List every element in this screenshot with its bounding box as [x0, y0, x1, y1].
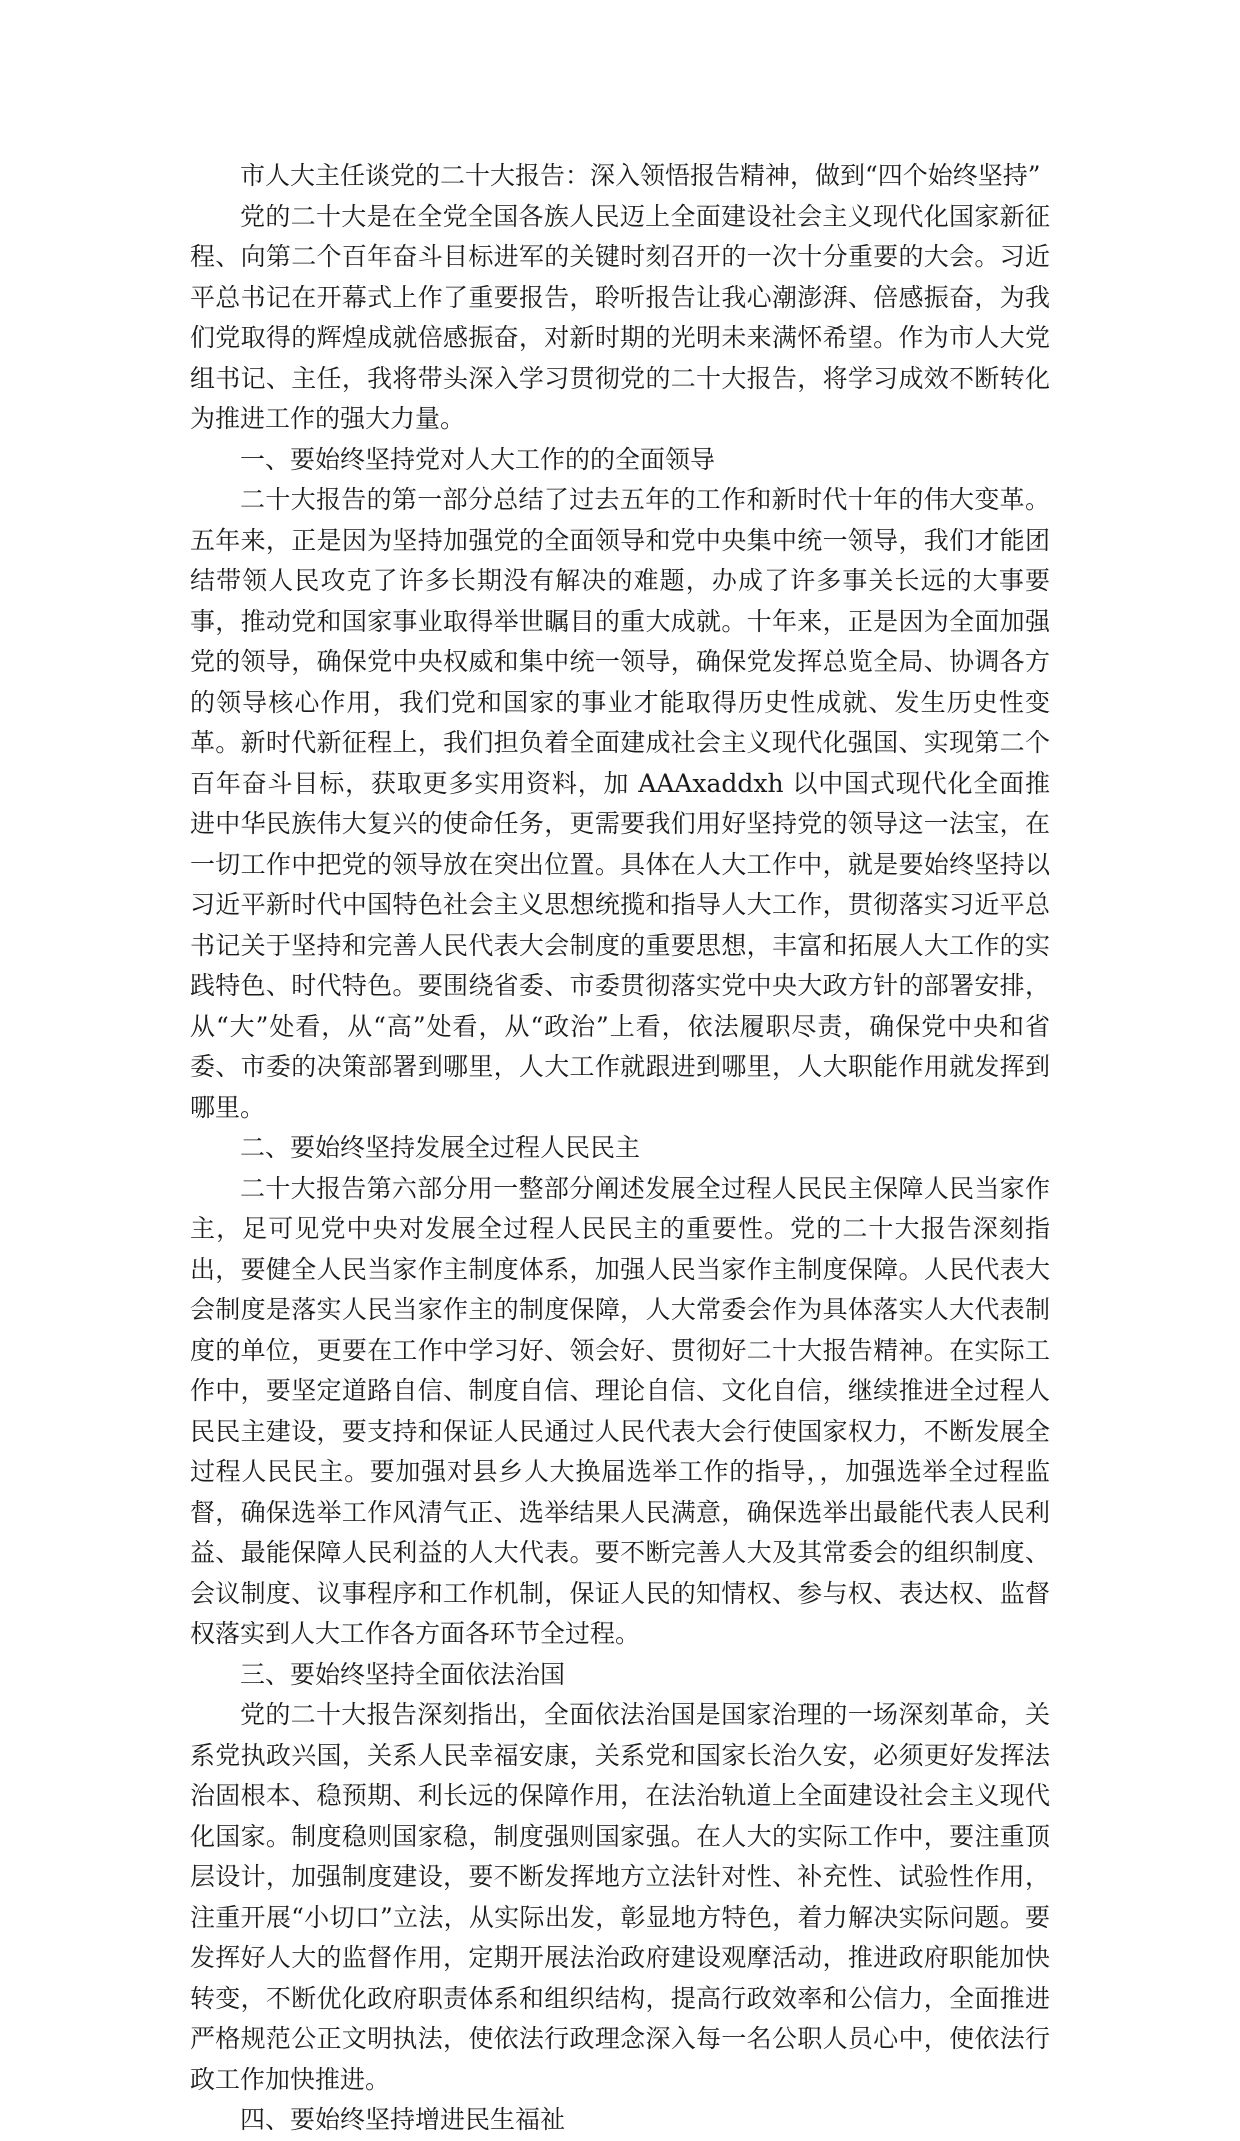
- section-3-heading: 三、要始终坚持全面依法治国: [240, 1659, 566, 1689]
- section-4-heading: 四、要始终坚持增进民生福祉: [240, 2105, 566, 2134]
- section-2-paragraph: 二十大报告第六部分用一整部分阐述发展全过程人民民主保障人民当家作主，足可见党中央对发展全过程人民民主的重要性。党的二十大报告深刻指出，要健全人民当家作主制度体系，加强人民当家作主制度保障。人民代表大会制度是落实人民当家作主的制度保障，人大常委会作为具体落实人大代表制度的单位，更要在工作中学习好、领会好、贯彻好二十大报告精神。在实际工作中，要坚定道路自信、制度自信、理论自信、文化自信，继续推进全过程人民民主建设，要支持和保证人民通过人民代表大会行使国家权力，不断发展全过程人民民主。要加强对县乡人大换届选举工作的指导，，加强选举全过程监督，确保选举工作风清气正、选举结果人民满意，确保选举出最能代表人民利益、最能保障人民利益的人大代表。要不断完善人大及其常委会的组织制度、会议制度、议事程序和工作机制，保证人民的知情权、参与权、表达权、监督权落实到人大工作各方面各环节全过程。: [190, 1173, 1050, 1648]
- section-1-heading: 一、要始终坚持党对人大工作的的全面领导: [240, 444, 716, 474]
- section-1-paragraph: 二十大报告的第一部分总结了过去五年的工作和新时代十年的伟大变革。五年来，正是因为坚持加强党的全面领导和党中央集中统一领导，我们才能团结带领人民攻克了许多长期没有解决的难题，办成了许多事关长远的大事要事，推动党和国家事业取得举世瞩目的重大成就。十年来，正是因为全面加强党的领导，确保党中央权威和集中统一领导，确保党发挥总览全局、协调各方的领导核心作用，我们党和国家的事业才能取得历史性成就、发生历史性变革。新时代新征程上，我们担负着全面建成社会主义现代化强国、实现第二个百年奋斗目标，获取更多实用资料，加 AAAxaddxh 以中国式现代化全面推进中华民族伟大复兴的使命任务，更需要我们用好坚持党的领导这一法宝，在一切工作中把党的领导放在突出位置。具体在人大工作中，就是要始终坚持以习近平新时代中国特色社会主义思想统揽和指导人大工作，贯彻落实习近平总书记关于坚持和完善人民代表大会制度的重要思想，丰富和拓展人大工作的实践特色、时代特色。要围绕省委、市委贯彻落实党中央大政方针的部署安排，从“大”处看，从“高”处看，从“政治”上看，依法履职尽责，确保党中央和省委、市委的决策部署到哪里，人大工作就跟进到哪里，人大职能作用就发挥到哪里。: [190, 485, 1050, 1122]
- intro-paragraph: 党的二十大是在全党全国各族人民迈上全面建设社会主义现代化国家新征程、向第二个百年奋斗目标进军的关键时刻召开的一次十分重要的大会。习近平总书记在开幕式上作了重要报告，聆听报告让我心潮澎湃、倍感振奋，为我们党取得的辉煌成就倍感振奋，对新时期的光明未来满怀希望。作为市人大党组书记、主任，我将带头深入学习贯彻党的二十大报告，将学习成效不断转化为推进工作的强大力量。: [190, 201, 1050, 433]
- article-title: 市人大主任谈党的二十大报告：深入领悟报告精神，做到“四个始终坚持”: [240, 161, 1041, 190]
- section-2-heading: 二、要始终坚持发展全过程人民民主: [240, 1133, 641, 1162]
- article-body: [190, 156, 1050, 2141]
- section-3-paragraph: 党的二十大报告深刻指出，全面依法治国是国家治理的一场深刻革命，关系党执政兴国，关系人民幸福安康，关系党和国家长治久安，必须更好发挥法治固根本、稳预期、利长远的保障作用，在法治轨道上全面建设社会主义现代化国家。制度稳则国家稳，制度强则国家强。在人大的实际工作中，要注重顶层设计，加强制度建设，要不断发挥地方立法针对性、补充性、试验性作用，注重开展“小切口”立法，从实际出发，彰显地方特色，着力解决实际问题。要发挥好人大的监督作用，定期开展法治政府建设观摩活动，推进政府职能加快转变，不断优化政府职责体系和组织结构，提高行政效率和公信力，全面推进严格规范公正文明执法，使依法行政理念深入每一名公职人员心中，使依法行政工作加快推进。: [190, 1700, 1050, 2094]
